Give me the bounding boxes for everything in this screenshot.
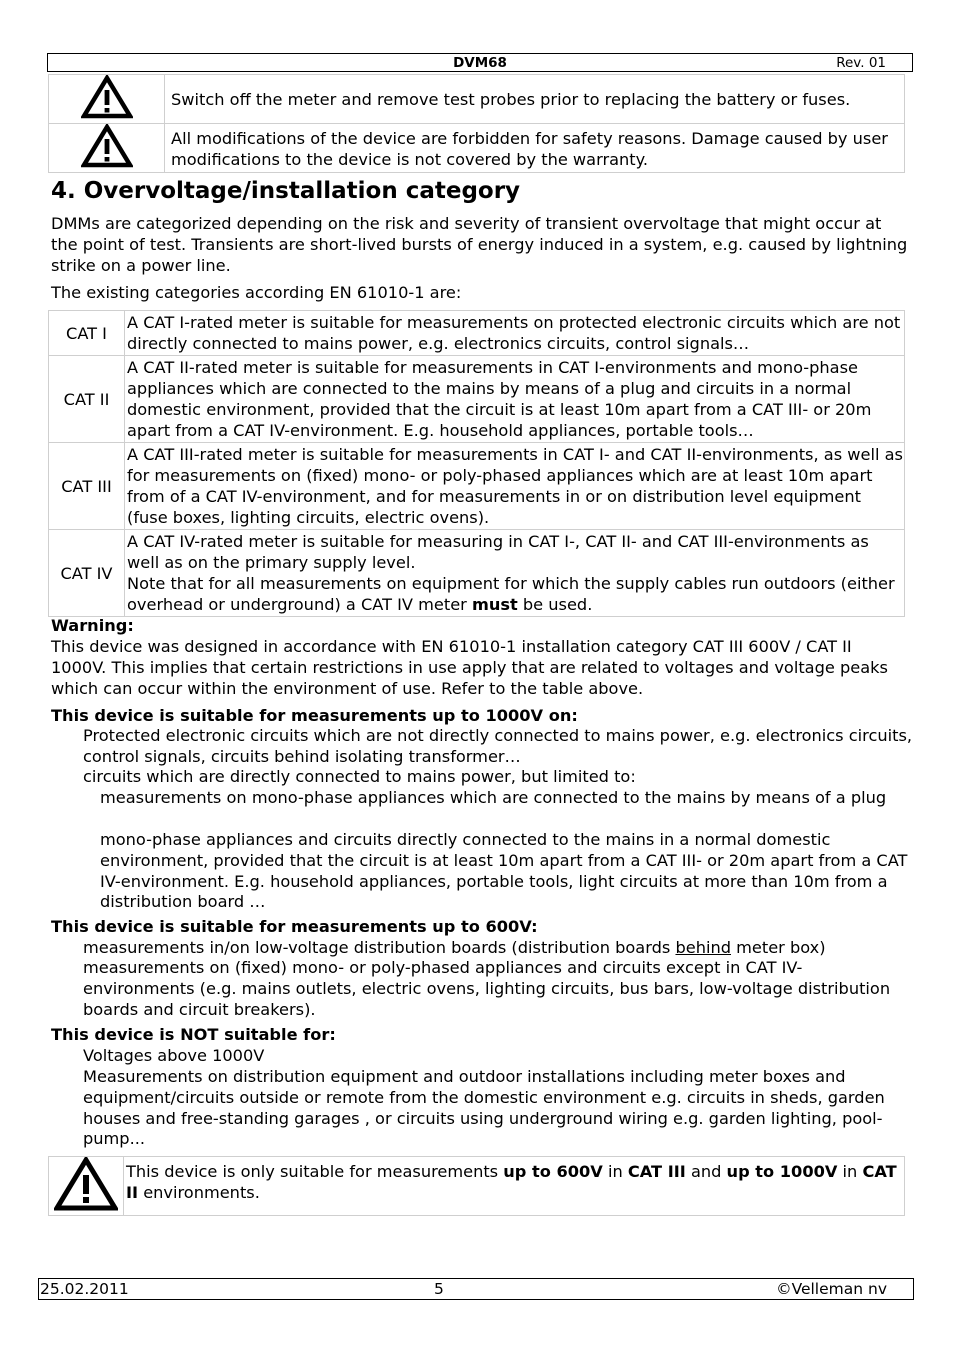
section-title: 4. Overvoltage/installation category (51, 178, 521, 204)
note-part: This device is only suitable for measurements (126, 1162, 504, 1181)
category-label: CAT I (49, 311, 125, 356)
note-text-end: be used. (517, 595, 593, 614)
category-description: A CAT I-rated meter is suitable for measurements on protected electronic circuits which are not directly connected to mains power, e.g. electronics circuits, control signals… (125, 311, 905, 356)
page-header (47, 53, 913, 72)
safety-note-row (49, 75, 905, 124)
category-description: A CAT III-rated meter is suitable for measurements in CAT I- and CAT II-environments, as well as for measurements on (fixed) mono- or poly-phased appliances which are at least 10m apart from of a CAT IV-environment, and for measurements in or on distribution level equipment (fuse boxes, lighting circuits, electric ovens). (125, 443, 905, 530)
categories-table (48, 310, 905, 617)
not-suitable-heading: This device is NOT suitable for: (51, 1025, 336, 1044)
list-item: Voltages above 1000V (83, 1046, 265, 1065)
category-label: CAT IV (49, 530, 125, 617)
safety-note-text: Switch off the meter and remove test probes prior to replacing the battery or fuses. (165, 75, 905, 124)
safety-note-text: All modifications of the device are forbidden for safety reasons. Damage caused by user modifications to the device is not covered by the warranty. (165, 124, 905, 173)
suitable-600v-heading: This device is suitable for measurements up to 600V: (51, 917, 538, 936)
list-item: measurements on (fixed) mono- or poly-phased appliances and circuits except in CAT IV-environments (e.g. mains outlets, electric ovens, lighting circuits, bus bars, low-voltage distribution boards and circuit breakers). (83, 958, 891, 1019)
categories-intro: The existing categories according EN 61010-1 are: (51, 283, 462, 302)
revision: Rev. 01 (836, 55, 886, 71)
sub-list-item: measurements on mono-phase appliances which are connected to the mains by means of a plug (100, 788, 887, 807)
footer-date: 25.02.2011 (40, 1280, 129, 1298)
section-intro: DMMs are categorized depending on the risk and severity of transient overvoltage that might occur at the point of test. Transients are short-lived bursts of energy induced in a system, e.g. caused by lightning strike on a power line. (51, 214, 908, 275)
warning-label: Warning: (51, 616, 134, 635)
note-part: and (685, 1162, 727, 1181)
category-row (49, 443, 905, 530)
category-label: CAT III (49, 443, 125, 530)
note-bold: up to 600V (503, 1162, 603, 1181)
warning-triangle-icon (49, 75, 165, 124)
list-item: Measurements on distribution equipment and outdoor installations including meter boxes and equipment/circuits outside or remote from the domestic environment e.g. circuits in sheds, garden houses and free-standing garages , or circuits using underground wiring e.g. garden lighting, pool-pump... (83, 1067, 885, 1149)
note-emphasis: must (471, 595, 518, 614)
page-number: 5 (434, 1280, 444, 1298)
category-description (125, 530, 905, 617)
safety-note-row (49, 124, 905, 173)
category-row (49, 311, 905, 356)
category-description-text: A CAT IV-rated meter is suitable for measuring in CAT I-, CAT II- and CAT III-environments as well as on the primary supply level. (127, 532, 869, 572)
final-note-row (49, 1157, 905, 1216)
list-item: Protected electronic circuits which are not directly connected to mains power, e.g. electronics circuits, control signals, circuits behind isolating transformer… (83, 726, 913, 766)
warning-triangle-icon (49, 124, 165, 173)
category-row (49, 530, 905, 617)
note-part: in (602, 1162, 628, 1181)
warning-triangle-icon (49, 1157, 124, 1216)
category-note (127, 573, 904, 615)
note-text: Note that for all measurements on equipment for which the supply cables run outdoors (either overhead or underground) a CAT IV meter (127, 574, 895, 614)
final-note-text (124, 1157, 905, 1216)
category-row (49, 356, 905, 443)
item-underlined: behind (675, 938, 731, 957)
category-description: A CAT II-rated meter is suitable for measurements in CAT I-environments and mono-phase appliances which are connected to the mains by means of a plug and circuits in a normal domestic environment, provided that the circuit is at least 10m apart from a CAT III- or 20m apart from a CAT IV-environment. E.g. household appliances, portable tools… (125, 356, 905, 443)
final-note-table (48, 1156, 905, 1216)
warning-text: This device was designed in accordance with EN 61010-1 installation category CAT III 600V / CAT II 1000V. This implies that certain restrictions in use apply that are related to voltages and voltage peaks which can occur within the environment of use. Refer to the table above. (51, 637, 888, 698)
category-label: CAT II (49, 356, 125, 443)
note-bold: CAT III (627, 1162, 686, 1181)
note-bold: up to 1000V (726, 1162, 838, 1181)
list-item (83, 938, 913, 959)
item-text: measurements in/on low-voltage distribution boards (distribution boards (83, 938, 676, 957)
list-item: circuits which are directly connected to mains power, but limited to: (83, 767, 636, 786)
suitable-1000v-heading: This device is suitable for measurements up to 1000V on: (51, 706, 578, 725)
model-name: DVM68 (453, 55, 507, 71)
page-footer (38, 1278, 914, 1300)
item-text-end: meter box) (731, 938, 826, 957)
note-part: in (837, 1162, 863, 1181)
sub-list-item: mono-phase appliances and circuits directly connected to the mains in a normal domestic environment, provided that the circuit is at least 10m apart from a CAT III- or 20m apart from a CAT IV-environment. E.g. household appliances, portable tools, light circuits at more than 10m from a distribution board … (100, 830, 908, 912)
safety-notes-table (48, 74, 905, 173)
footer-copyright: ©Velleman nv (776, 1280, 887, 1298)
note-part: environments. (138, 1183, 260, 1202)
note-bold: CAT II (126, 1162, 897, 1202)
